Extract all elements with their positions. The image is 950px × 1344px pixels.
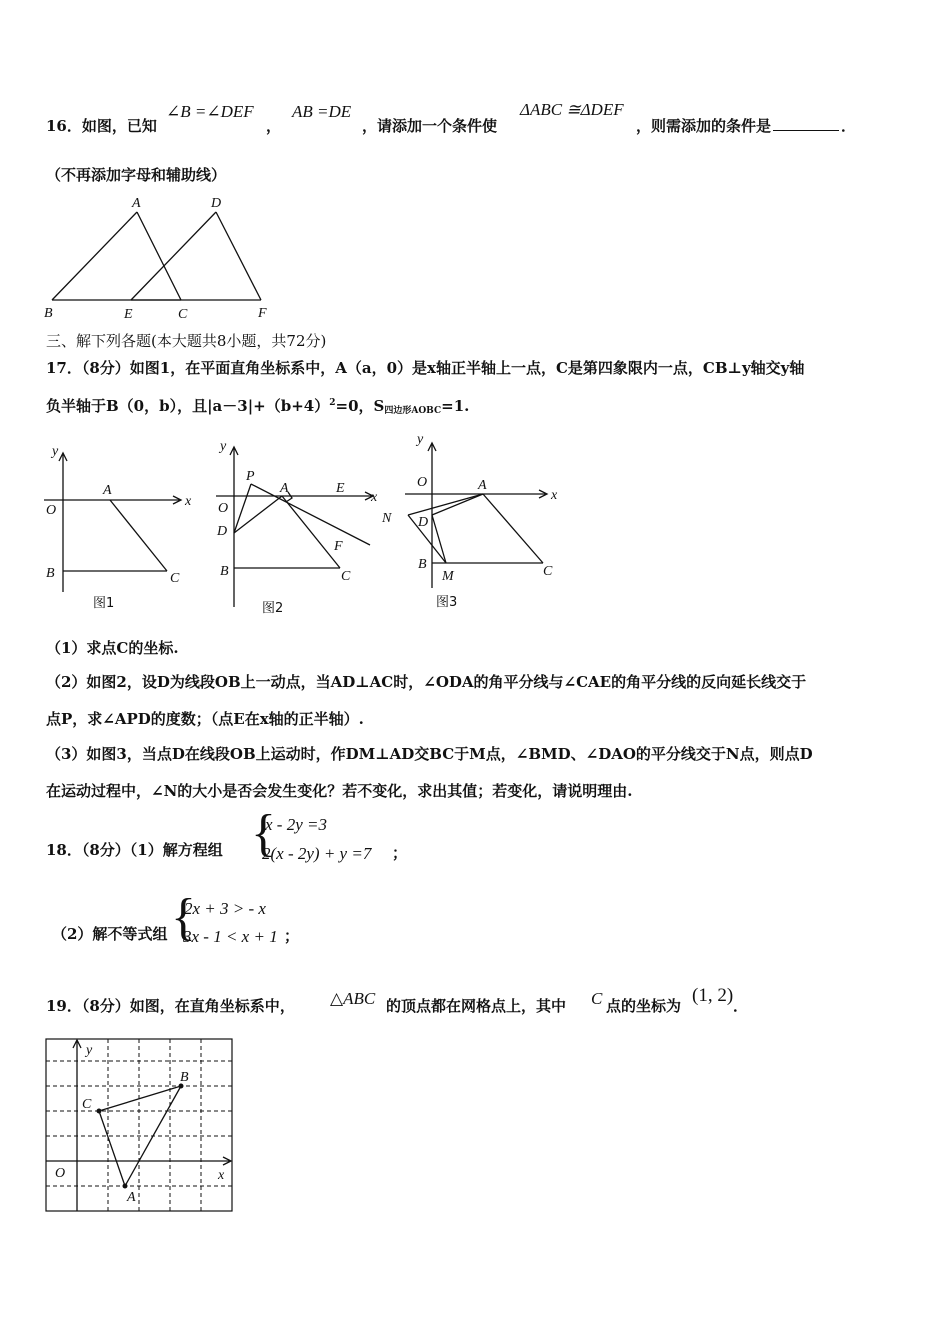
fig2-caption: 图2 [262,601,284,616]
fig2-d-label: D [217,524,228,539]
fig2-c-label: C [341,569,351,584]
q16-mid: ，请添加一个条件使 [362,117,498,135]
q17-line2-a: 负半轴于B（0，b），且|a－3|+（b+4） [46,397,330,415]
q19-mid2: 点的坐标为 [606,997,682,1015]
q17-line2-c: =1. [441,397,470,415]
q17-sub: 四边形AOBC [384,406,442,416]
q19-c-label: C [82,1097,92,1112]
fig3-m-label: M [442,569,454,584]
fig3-a-label: A [478,478,487,493]
q19-coord: (1, 2) [692,985,734,1006]
fig1-x-label: x [185,494,192,509]
q18-p2-label: （2）解不等式组 [52,925,168,943]
q17-line1: 17．（8分）如图1，在平面直角坐标系中，A（a，0）是x轴正半轴上一点，C是第四象限内一点，CB⊥y轴交y轴 [46,359,805,377]
q16-label-e: E [124,307,133,322]
q17-p3-b: 在运动过程中，∠N的大小是否会发生变化？若不变化，求出其值；若变化，请说明理由. [46,782,633,800]
q18-semi2: ； [284,927,300,945]
fig3-y-label: y [417,432,424,447]
fig2-p-label: P [246,469,255,484]
q16-cond1: ∠B =∠DEF [166,102,254,121]
q19-a-label: A [127,1190,136,1205]
fig1-a-label: A [103,483,112,498]
q19-x-label: x [218,1168,225,1183]
q16-suffix: ，则需添加的条件是 [636,117,772,135]
q18-eq1: x - 2y =3 [265,815,327,834]
q19-grid [46,1039,232,1211]
q18-brace1: { [251,805,276,862]
fig2-o-label: O [218,501,229,516]
fig3-b-label: B [418,557,427,572]
q19-o-label: O [55,1166,66,1181]
q17-p2-b: 点P，求∠APD的度数；（点E在x轴的正半轴）. [46,710,364,728]
q17-p3-a: （3）如图3，当点D在线段OB上运动时，作DM⊥AD交BC于M点，∠BMD、∠DAO的平分线交于N点，则点D [46,745,813,763]
q17-line2 [46,395,469,416]
q16-sep1: ， [266,117,282,135]
q17-line2-b: =0，S [335,397,385,415]
q16-end: ． [841,117,857,135]
q18-ineq2: 3x - 1 < x + 1 [183,927,278,946]
q16-label-b: B [44,306,53,321]
fig2-f-label: F [334,539,343,554]
fig1-caption: 图1 [93,596,115,611]
q17-p1: （1）求点C的坐标. [46,639,179,657]
q17-p2-a: （2）如图2，设D为线段OB上一动点，当AD⊥AC时，∠ODA的角平分线与∠CAE的角平分线的反向延长线交于 [46,673,807,691]
fig2-b-label: B [220,564,229,579]
q16-prefix: 16．如图，已知 [46,117,157,135]
q19-b-label: B [180,1070,189,1085]
q18-brace2: { [171,889,196,946]
fig1-o-label: O [46,503,57,518]
q16-figure [52,212,261,300]
fig3-o-label: O [417,475,428,490]
fig1-y-label: y [52,444,59,459]
section-heading: 三、解下列各题(本大题共8小题，共72分) [46,332,327,350]
fig3-n-label: N [382,511,392,526]
q16-cond2: AB =DE [292,102,352,121]
fig2-x-label: x [371,490,378,505]
q16-note: （不再添加字母和辅助线） [46,166,227,184]
fig3-c-label: C [543,564,553,579]
q16-label-c: C [178,307,188,322]
q18-semi1: ； [392,844,408,862]
fig2-y-label: y [220,439,227,454]
q18-eq2: 2(x - 2y) + y =7 [262,844,372,863]
fig2-a-label: A [280,481,289,496]
q16-label-d: D [211,196,222,211]
q19-y-label: y [86,1043,93,1058]
fig1-b-label: B [46,566,55,581]
fig2-e-label: E [336,481,345,496]
q17-sup: 2 [329,398,336,408]
q16-label-f: F [258,306,267,321]
q16-target: ΔABC ≅ΔDEF [520,100,624,119]
q19-tri: △ABC [330,989,376,1008]
q19-mid: 的顶点都在网格点上，其中 [386,997,567,1015]
q17-figure1 [44,453,181,592]
q19-end: ． [733,997,749,1015]
q18-p1-label: 18．（8分）（1）解方程组 [46,841,223,859]
q18-ineq1: 2x + 3 > - x [184,899,266,918]
fig3-d-label: D [418,515,429,530]
q16-label-a: A [132,196,141,211]
q19-point: C [591,989,603,1008]
fig3-x-label: x [551,488,558,503]
q19-prefix: 19．（8分）如图，在直角坐标系中， [46,997,295,1015]
fig3-caption: 图3 [436,595,458,610]
fig1-c-label: C [170,571,180,586]
